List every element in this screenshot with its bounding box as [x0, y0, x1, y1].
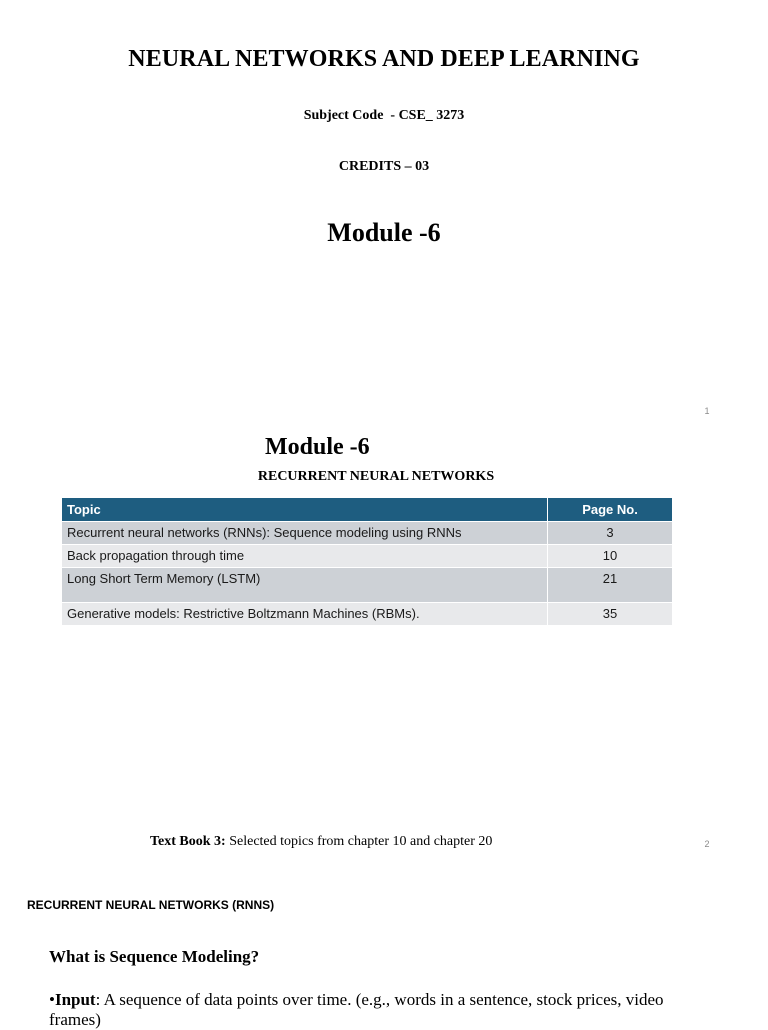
table-header-row	[62, 498, 672, 521]
topic-cell: Generative models: Restrictive Boltzmann Machines (RBMs).	[62, 602, 547, 625]
topic-cell: Recurrent neural networks (RNNs): Sequence modeling using RNNs	[62, 521, 547, 544]
table-row	[62, 602, 672, 625]
module-title-2: Module -6	[265, 434, 370, 460]
input-description: : A sequence of data points over time. (e.g., words in a sentence, stock prices, video frames)	[49, 990, 664, 1029]
page-cell: 3	[547, 521, 672, 544]
topic-cell: Long Short Term Memory (LSTM)	[62, 567, 547, 602]
module-subtitle: RECURRENT NEURAL NETWORKS	[257, 469, 495, 484]
textbook-reference	[150, 834, 492, 850]
topic-cell: Back propagation through time	[62, 544, 547, 567]
table-row	[62, 567, 672, 602]
textbook-label: Text Book 3:	[150, 834, 226, 849]
page-cell: 35	[547, 602, 672, 625]
course-title: NEURAL NETWORKS AND DEEP LEARNING	[128, 46, 640, 72]
page-cell: 10	[547, 544, 672, 567]
header-page-no: Page No.	[547, 498, 672, 521]
credits: CREDITS – 03	[338, 159, 430, 174]
textbook-text: Selected topics from chapter 10 and chapter 20	[225, 834, 493, 849]
bullet-marker: •	[49, 990, 55, 1009]
input-label: Input	[54, 990, 96, 1009]
page-number-2: 2	[704, 839, 710, 849]
section-heading: RECURRENT NEURAL NETWORKS (RNNS)	[27, 898, 275, 912]
page-cell: 21	[547, 567, 672, 602]
page-number-1: 1	[704, 406, 710, 416]
input-bullet-item	[49, 990, 709, 1030]
subject-code: Subject Code - CSE_ 3273	[303, 108, 465, 123]
header-topic: Topic	[62, 498, 547, 521]
table-row	[62, 544, 672, 567]
topics-table	[62, 498, 672, 625]
module-title: Module -6	[327, 218, 441, 247]
table-row	[62, 521, 672, 544]
section-question: What is Sequence Modeling?	[49, 947, 260, 966]
